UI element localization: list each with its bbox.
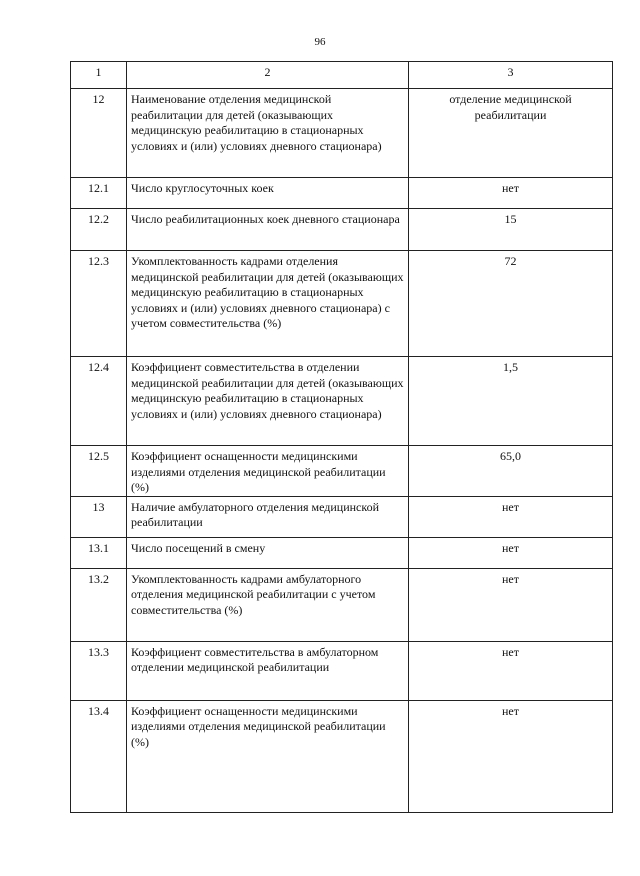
row-value: нет [409,568,613,641]
row-number: 12 [71,89,127,178]
row-name: Наименование отделения медицинской реабилитации для детей (оказывающих медицинскую реабилитацию в стационарных условиях и (или) условиях дневного стационара) [127,89,409,178]
row-value: нет [409,641,613,700]
table-row [71,209,613,251]
header-col-2: 2 [127,62,409,89]
table-row [71,641,613,700]
row-name: Число посещений в смену [127,537,409,568]
row-name: Наличие амбулаторного отделения медицинской реабилитации [127,496,409,537]
row-name: Коэффициент совместительства в амбулаторном отделении медицинской реабилитации [127,641,409,700]
table-row [71,446,613,497]
row-value: 15 [409,209,613,251]
header-col-3: 3 [409,62,613,89]
row-number: 12.1 [71,178,127,209]
table-row [71,357,613,446]
row-name: Число круглосуточных коек [127,178,409,209]
row-value: нет [409,537,613,568]
header-col-1: 1 [71,62,127,89]
row-value: отделение медицинской реабилитации [409,89,613,178]
row-name: Коэффициент совместительства в отделении медицинской реабилитации для детей (оказывающих медицинскую реабилитацию в стационарных условиях и (или) условиях дневного стационара) [127,357,409,446]
table-row [71,700,613,812]
row-number: 12.5 [71,446,127,497]
page-number: 96 [314,36,326,48]
row-name: Коэффициент оснащенности медицинскими изделиями отделения медицинской реабилитации (%) [127,700,409,812]
data-table [70,61,613,813]
row-name: Коэффициент оснащенности медицинскими изделиями отделения медицинской реабилитации (%) [127,446,409,497]
row-number: 13.3 [71,641,127,700]
row-value: нет [409,496,613,537]
row-number: 13.1 [71,537,127,568]
row-name: Укомплектованность кадрами амбулаторного отделения медицинской реабилитации с учетом совместительства (%) [127,568,409,641]
row-number: 12.3 [71,251,127,357]
row-number: 13 [71,496,127,537]
row-value: нет [409,178,613,209]
row-name: Число реабилитационных коек дневного стационара [127,209,409,251]
table-row [71,568,613,641]
table-row [71,251,613,357]
row-value: 72 [409,251,613,357]
table-row [71,496,613,537]
table-row [71,537,613,568]
table-header-row [71,62,613,89]
row-value: нет [409,700,613,812]
row-number: 13.4 [71,700,127,812]
row-number: 12.4 [71,357,127,446]
table-row [71,89,613,178]
row-number: 13.2 [71,568,127,641]
row-value: 1,5 [409,357,613,446]
row-number: 12.2 [71,209,127,251]
table-row [71,178,613,209]
row-value: 65,0 [409,446,613,497]
row-name: Укомплектованность кадрами отделения медицинской реабилитации для детей (оказывающих медицинскую реабилитацию в стационарных условиях и (или) условиях дневного стационара) с учетом совместительства (%) [127,251,409,357]
